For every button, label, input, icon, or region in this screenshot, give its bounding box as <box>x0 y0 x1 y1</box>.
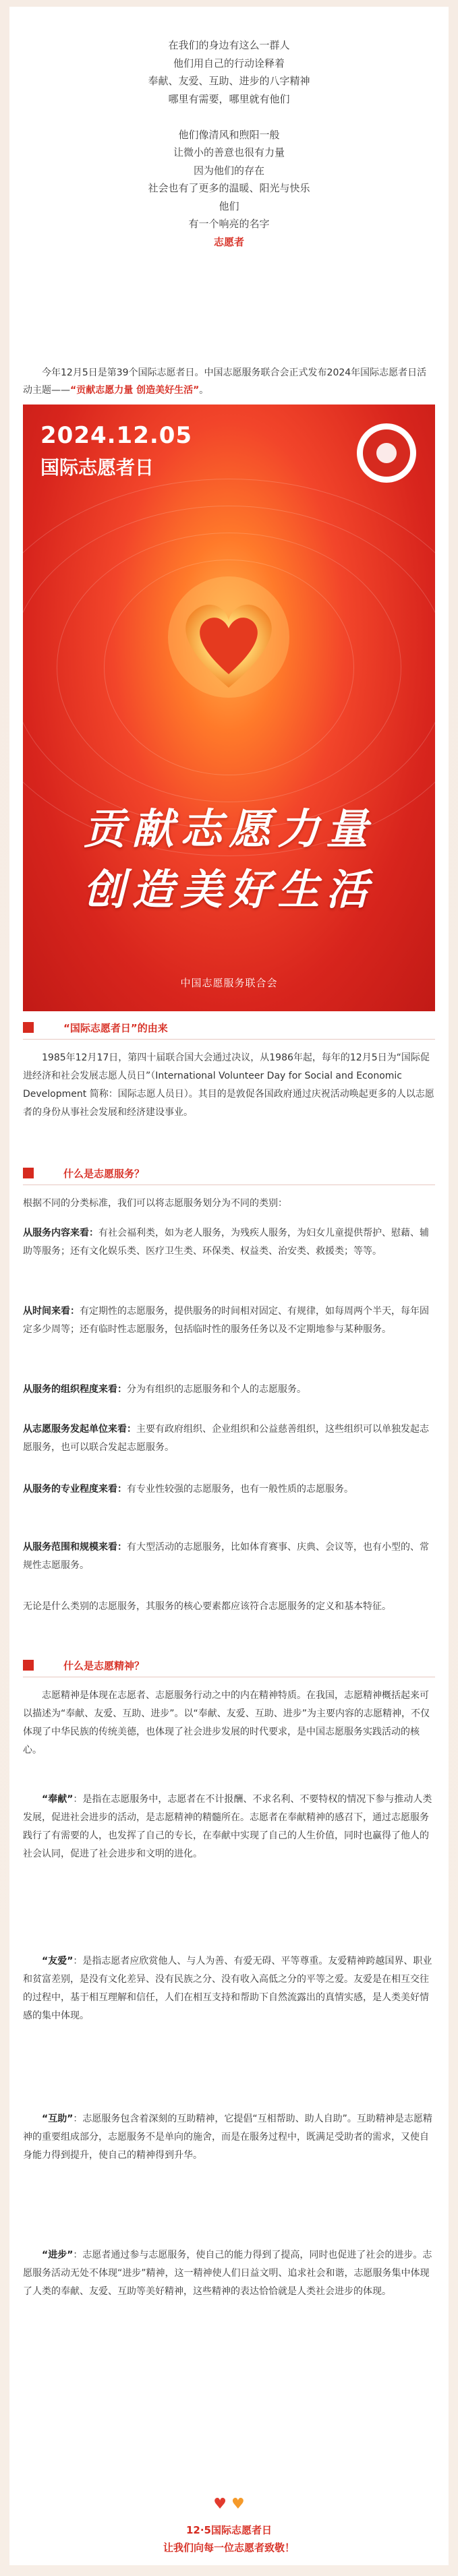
poem-line: 在我们的身边有这么一群人 <box>168 39 290 51</box>
service-category <box>23 1381 435 1399</box>
category-text: 有大型活动的志愿服务，比如体育赛事、庆典、会议等，也有小型的、常规性志愿服务。 <box>23 1542 429 1571</box>
heading-square-icon <box>23 1022 34 1033</box>
poem-line: 奉献、友爱、互助、进步的八字精神 <box>148 75 310 87</box>
spirit-label: “友爱” <box>42 1956 74 1967</box>
category-text: 有定期性的志愿服务，提供服务的时间相对固定、有规律，如每周两个半天，每年固定多少周等；还有临时性志愿服务，包括临时性的服务任务以及不定期地参与某种服务。 <box>23 1306 429 1335</box>
poem-signature: 志愿者 <box>213 235 244 248</box>
service-category <box>23 1538 435 1575</box>
poem-line: 他们 <box>219 200 239 212</box>
category-text: 主要有政府组织、企业组织和公益慈善组织，这些组织可以单独发起志愿服务，也可以联合发起志愿服务。 <box>23 1424 429 1453</box>
theme-highlight: “贡献志愿力量 创造美好生活” <box>70 385 200 396</box>
footer-salute: 让我们向每一位志愿者致敬！ <box>163 2542 295 2554</box>
section-title: “国际志愿者日”的由来 <box>63 1022 168 1034</box>
service-category <box>23 1420 435 1457</box>
section-heading <box>23 1656 435 1677</box>
poem-line: 他们用自己的行动诠释着 <box>173 57 285 69</box>
spirit-text: ：是指志愿者应欣赏他人、与人为善、有爱无碍、平等尊重。友爱精神跨越国界、职业和贫富差别，是没有文化差异、没有民族之分、没有收入高低之分的平等之爱。友爱是在相互交往的过程中，基于相互理解和信任，人们在相互支持和帮助下自然流露出的真情实感，是人类美好情感的集中体现。 <box>23 1956 432 2021</box>
footer-title: 12·5国际志愿者日 <box>185 2524 272 2536</box>
section-heading <box>23 1164 435 1185</box>
service-category <box>23 1480 435 1499</box>
poem-line <box>9 108 449 126</box>
category-label: 从时间来看： <box>23 1306 80 1317</box>
spirit-label: “进步” <box>42 2250 74 2260</box>
theme-poster <box>23 405 435 1011</box>
spirit-text: ：志愿服务包含着深刻的互助精神，它提倡“互相帮助、助人自助”。互助精神是志愿精神的重要组成部分，志愿服务不是单向的施舍，而是在服务过程中，既满足受助者的需求，又使自身能力得到提升，使自己的精神得到升华。 <box>23 2114 432 2161</box>
service-closing: 无论是什么类别的志愿服务，其服务的核心要素都应该符合志愿服务的定义和基本特征。 <box>23 1601 391 1612</box>
poster-slogan-line1: 贡献志愿力量 <box>83 804 375 853</box>
spirit-item <box>23 2246 435 2301</box>
category-label: 从服务的组织程度来看： <box>23 1384 127 1395</box>
poster-day-name: 国际志愿者日 <box>40 456 154 479</box>
spirit-text: ：志愿者通过参与志愿服务，使自己的能力得到了提高，同时也促进了社会的进步。志愿服务活动无处不体现“进步”精神，这一精神使人们日益文明、追求社会和谐，志愿服务集中体现了人类的奉献、友爱、互助等美好精神，这些精神的表达恰恰就是人类社会进步的体现。 <box>23 2250 432 2297</box>
section-title: 什么是志愿服务？ <box>63 1168 145 1180</box>
intro-paragraph <box>23 364 435 399</box>
service-category <box>23 1302 435 1339</box>
poem-line: 哪里有需要，哪里就有他们 <box>168 92 290 105</box>
heading-square-icon <box>23 1660 34 1671</box>
intro-text: 今年12月5日是第39个国际志愿者日。中国志愿服务联合会正式发布2024年国际志愿者日活动主题—— <box>23 367 427 396</box>
volunteer-logo-icon <box>357 423 416 483</box>
category-text: 有专业性较强的志愿服务，也有一般性质的志愿服务。 <box>127 1484 353 1495</box>
intro-end: 。 <box>199 385 209 396</box>
spirit-item <box>23 2110 435 2165</box>
heart-icon: ♥ <box>213 2496 227 2513</box>
poem <box>9 36 449 251</box>
heart-hands-icon <box>161 573 296 708</box>
spirit-text: ：是指在志愿服务中，志愿者在不计报酬、不求名利、不要特权的情况下参与推动人类发展，促进社会进步的活动，是志愿精神的精髓所在。志愿者在奉献精神的感召下，通过志愿服务践行了有需要的人，也发挥了自己的专长，在奉献中实现了自己的人生价值，同时也赢得了他人的社会认同，促进了社会进步和文明的进化。 <box>23 1794 432 1859</box>
poem-line: 让微小的善意也很有力量 <box>173 146 285 158</box>
spirit-item <box>23 1791 435 1863</box>
spirit-label: “奉献” <box>42 1794 74 1805</box>
category-label: 从服务范围和规模来看： <box>23 1542 127 1553</box>
category-text: 有社会福利类，如为老人服务，为残疾人服务，为妇女儿童提供帮护、慰藉、辅助等服务；还有文化娱乐类、医疗卫生类、环保类、权益类、治安类、救援类；等等。 <box>23 1228 429 1257</box>
poster-slogan-line2: 创造美好生活 <box>83 865 375 914</box>
section-title: 什么是志愿精神？ <box>63 1660 145 1672</box>
heading-square-icon <box>23 1168 34 1178</box>
category-label: 从服务内容来看： <box>23 1228 98 1238</box>
category-label: 从志愿服务发起单位来看： <box>23 1424 136 1435</box>
article-card <box>9 7 449 2565</box>
spirit-label: “互助” <box>42 2114 74 2124</box>
heart-icon: ♥ <box>231 2496 245 2513</box>
poem-line: 因为他们的存在 <box>193 164 264 177</box>
poem-line: 社会也有了更多的温暖、阳光与快乐 <box>148 182 310 194</box>
poem-line: 他们像清风和煦阳一般 <box>178 128 280 141</box>
service-lead: 根据不同的分类标准，我们可以将志愿服务划分为不同的类别： <box>23 1198 287 1209</box>
poster-organization: 中国志愿服务联合会 <box>180 977 278 989</box>
spirit-item <box>23 1952 435 2025</box>
service-category <box>23 1224 435 1261</box>
poem-line: 有一个响亮的名字 <box>188 218 270 230</box>
poster-date: 2024.12.05 <box>40 422 193 449</box>
origin-paragraph: 1985年12月17日，第四十届联合国大会通过决议，从1986年起，每年的12月5日为“国际促进经济和社会发展志愿人员日”（International Volunteer Day for Social and Economic Development 简称：国际志愿人员日）。其目的是敦促各国政府通过庆祝活动唤起更多的人以志愿者的身份从事社会发展和经济建设事业。 <box>23 1052 434 1118</box>
footer-hearts <box>9 2496 449 2513</box>
spirit-intro: 志愿精神是体现在志愿者、志愿服务行动之中的内在精神特质。在我国，志愿精神概括起来可以描述为“奉献、友爱、互助、进步”。以“奉献、友爱、互助、进步”为主要内容的志愿精神，不仅体现了中华民族的传统美德，也体现了社会进步发展的时代要求，是中国志愿服务实践活动的核心。 <box>23 1690 430 1756</box>
category-text: 分为有组织的志愿服务和个人的志愿服务。 <box>127 1384 306 1395</box>
section-heading <box>23 1018 435 1040</box>
category-label: 从服务的专业程度来看： <box>23 1484 127 1495</box>
